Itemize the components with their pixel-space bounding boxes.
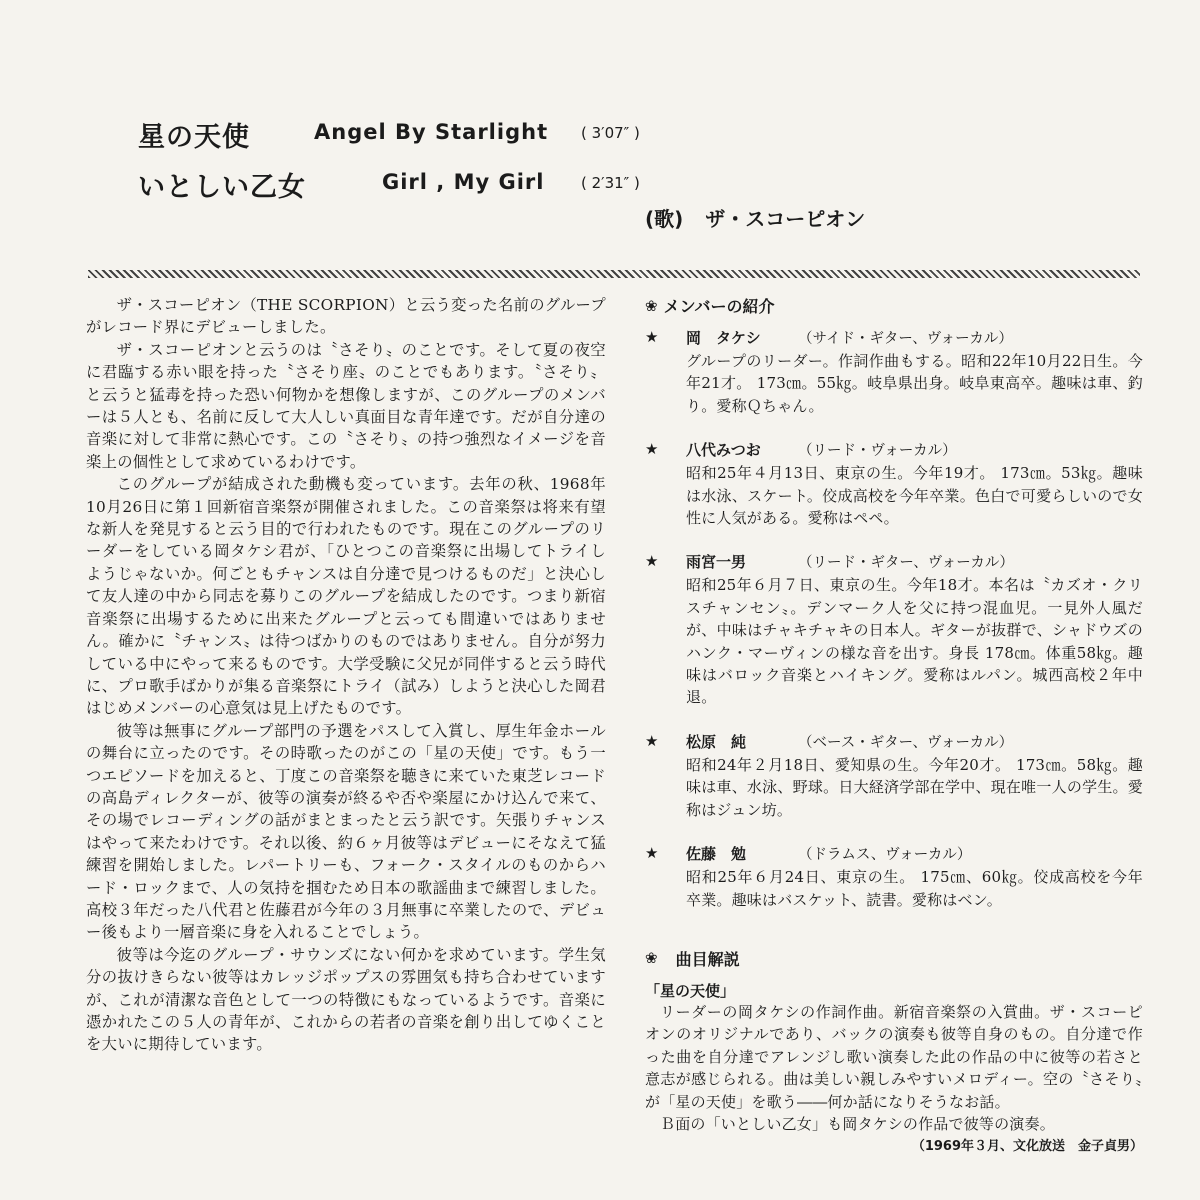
b-side-commentary: Ｂ面の「いとしい乙女」も岡タケシの作品で彼等の演奏。 [660, 1114, 1055, 1133]
artist-name: ザ・スコーピオン [705, 207, 866, 231]
member-role: （サイド・ギター、ヴォーカル） [798, 331, 1013, 347]
member-role: （ドラムス、ヴォーカル） [798, 847, 972, 864]
intro-paragraph: 彼等は今迄のグループ・サウンズにない何かを求めています。学生気分の抜けきらない彼等はカレッジポップスの雰囲気も持ち合わせていますが、これが清潔な音色として一つの特徴にもなっているようです。音楽に憑かれたこの５人の青年が、これからの若者の音楽を創り出してゆくことを大いに期待しています。 [86, 945, 606, 1054]
member-name: 八代みつお [686, 441, 761, 460]
member-role: （ベース・ギター、ヴォーカル） [798, 734, 1014, 751]
member-entry [645, 843, 1143, 911]
member-entry [645, 439, 1143, 529]
song-b-japanese-title: いとしい乙女 [138, 172, 306, 203]
members-heading-text: メンバーの紹介 [663, 297, 775, 316]
member-name: 雨宮一男 [686, 553, 747, 572]
member-description: 昭和25年４月13日、東京の生。今年19才。 173㎝。53㎏。趣味は水泳、スケート。佼成高校を今年卒業。色白で可愛らしいので女性に人気がある。愛称はペペ。 [686, 464, 1143, 528]
artist-label: (歌) [645, 207, 684, 231]
star-icon: ★ [645, 440, 659, 459]
member-description: 昭和24年２月18日、愛知県の生。今年20才。 173㎝。58㎏。趣味は車、水泳、野球。日大経済学部在学中、現在唯一人の学生。愛称はジュン坊。 [686, 755, 1143, 819]
song-b-english-title: Girl , My Girl [382, 170, 545, 194]
song-a-japanese-title: 星の天使 [138, 122, 250, 153]
member-description: 昭和25年６月７日、東京の生。今年18才。本名は〝カズオ・クリスチャンセン〟。デンマーク人を父に持つ混血児。一見外人風だが、中味はチャキチャキの日本人。ギターが抜群で、シャドウズのハンク・マーヴィンの様な音を出す。身長 178㎝。体重58㎏。趣味はバロック音楽とハイキング。愛称はルパン。城西高校２年中退。 [686, 576, 1143, 707]
star-icon: ★ [645, 844, 659, 863]
intro-paragraph: 彼等は無事にグループ部門の予選をパスして入賞し、厚生年金ホールの舞台に立ったのです。その時歌ったのがこの「星の天使」です。もう一つエピソードを加えると、丁度この音楽祭を聴きに来ていた東芝レコードの高島ディレクターが、彼等の演奏が終るや否や楽屋にかけ込んで来て、その場でレコーディングの話がまとまったと云う訳です。矢張りチャンスはやって来たわけです。それ以後、約６ヶ月彼等はデビューにそなえて猛練習を開始しました。レパートリーも、フォーク・スタイルのものからハード・ロックまで、人の気持を掴むため日本の歌謡曲まで練習しました。高校３年だった八代君と佐藤君が今年の３月無事に卒業したので、デビュー後もより一層音楽に身を入れることでしょう。 [86, 721, 606, 942]
song-commentary-title: 「星の天使」 [645, 981, 736, 1000]
star-icon: ★ [645, 552, 659, 571]
intro-paragraph: このグループが結成された動機も変っています。去年の秋、1968年10月26日に第１回新宿音楽祭が開催されました。この音楽祭は将来有望な新人を発見すると云う目的で行われたものです。現在このグループのリーダーをしている岡タケシ君が、「ひとつこの音楽祭に出場してトライしようじゃないか。何ごともチャンスは自分達で見つけるものだ」と決心して友人達の中から同志を募りこのグループを結成したのです。つまり新宿音楽祭に出場するために出来たグループと云っても間違いではありません。確かに〝チャンス〟は待つばかりのものではありません。自分が努力している中にやって来るものです。大学受験に父兄が同伴すると云う時代に、プロ歌手ばかりが集る音楽祭にトライ（試み）しようと決心した岡君はじめメンバーの心意気は見上げたものです。 [86, 475, 606, 718]
intro-paragraph: ザ・スコーピオン（THE SCORPION）と云う変った名前のグループがレコード界にデビューしました。 [86, 296, 606, 337]
introduction-column [86, 294, 606, 1056]
member-entry [645, 551, 1143, 708]
member-role: （リード・ヴォーカル） [798, 443, 957, 460]
song-b-duration: ( 2′31″ ) [581, 174, 640, 192]
star-icon: ★ [645, 731, 659, 750]
member-name: 佐藤 勉 [686, 845, 747, 864]
member-name: 松原 純 [686, 732, 747, 751]
member-name: 岡 タケシ [686, 329, 761, 347]
member-description: グループのリーダー。作詞作曲もする。昭和22年10月22日生。今年21才。 173㎝。55㎏。岐阜県出身。岐阜東高卒。趣味は車、釣り。愛称Ｑちゃん。 [686, 352, 1143, 415]
member-description: 昭和25年６月24日、東京の生。 175㎝、60㎏。佼成高校を今年卒業。趣味はバスケット、読書。愛称はベン。 [686, 868, 1143, 909]
members-heading [645, 294, 1143, 317]
member-entry [645, 327, 1143, 417]
writer-credit: （1969年３月、文化放送 金子貞男） [911, 1139, 1143, 1155]
song-a-english-title: Angel By Starlight [314, 120, 549, 144]
decorative-divider [88, 270, 1140, 278]
flower-icon: ❀ [645, 296, 658, 315]
star-icon: ★ [645, 328, 659, 346]
song-commentary: リーダーの岡タケシの作詞作曲。新宿音楽祭の入賞曲。ザ・スコーピオンのオリジナルであり、バックの演奏も彼等自身のもの。自分達で作った曲を自分達でアレンジし歌い演奏した此の作品の中に彼等の若さと意志が感じられる。曲は美しい親しみやすいメロディー。空の〝さそり〟が「星の天使」を歌う――何か話になりそうなお話。 [645, 1002, 1143, 1111]
songs-heading-text: 曲目解説 [675, 949, 740, 969]
member-role: （リード・ギター、ヴォーカル） [798, 555, 1014, 572]
member-entry [645, 731, 1143, 821]
song-a-duration: ( 3′07″ ) [581, 124, 640, 142]
songs-heading [645, 947, 1143, 970]
members-column [645, 294, 1143, 1154]
artist-credit [645, 203, 865, 232]
intro-paragraph: ザ・スコーピオンと云うのは〝さそり〟のことです。そして夏の夜空に君臨する赤い眼を持った〝さそり座〟のことでもあります。〝さそり〟と云うと猛毒を持った恐い何物かを想像しますが、このグループのメンバーは５人とも、名前に反して大人しい真面目な青年達です。だが自分達の音楽に対して非常に熱心です。この〝さそり〟の持つ強烈なイメージを音楽上の個性として求めているわけです。 [86, 340, 606, 471]
flower-icon: ❀ [645, 949, 658, 968]
